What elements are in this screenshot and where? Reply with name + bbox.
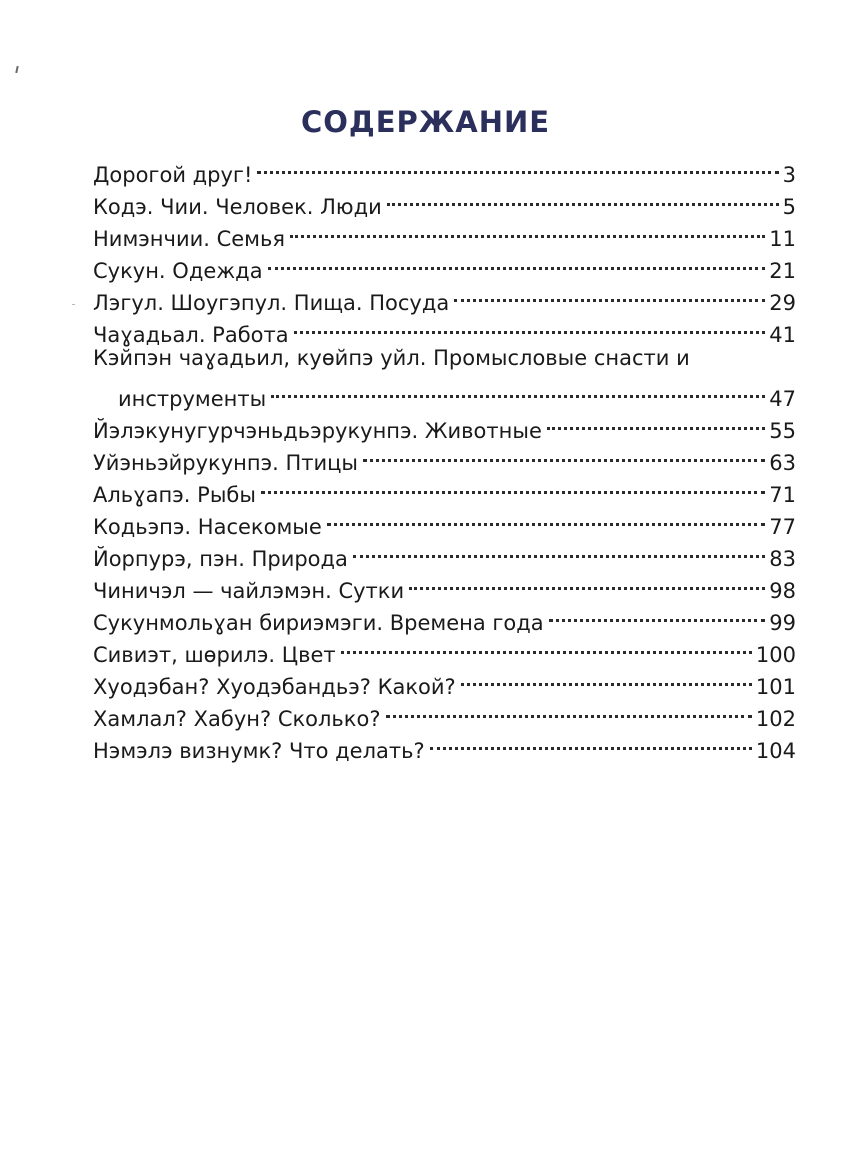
toc-entry-title: Хамлал? Хабун? Сколько? [93, 707, 381, 731]
toc-entry [93, 150, 796, 187]
page-title: СОДЕРЖАНИЕ [300, 105, 551, 140]
toc-entry [93, 342, 796, 374]
toc-entry-title: Йорпурэ, пэн. Природа [93, 547, 348, 571]
toc-entry-page: 102 [755, 707, 796, 731]
dot-leader [290, 214, 765, 246]
toc-entry-page: 98 [769, 579, 796, 603]
toc-entry-page: 41 [769, 323, 796, 347]
toc-entry-title: Уйэньэйрукунпэ. Птицы [93, 451, 359, 475]
toc-entry-title: Чиничэл — чайлэмэн. Сутки [93, 579, 405, 603]
toc-entry-page: 63 [769, 451, 796, 475]
toc-entry-title: Сукунмольɣан бириэмэги. Времена года [93, 611, 544, 635]
dot-leader [341, 630, 752, 662]
toc-entry-title: Лэгул. Шоугэпул. Пища. Посуда [93, 291, 450, 315]
toc-entry-page: 11 [769, 227, 796, 251]
toc-entry-title: Йэлэкунугурчэньдьэрукунпэ. Животные [93, 419, 542, 443]
dot-leader [547, 406, 765, 438]
toc-entry-page: 55 [769, 419, 796, 443]
toc-entry-page: 100 [755, 643, 796, 667]
dot-leader [353, 534, 765, 566]
dot-leader [327, 502, 765, 534]
toc-entry-title: Кэйпэн чаɣадьил, куөйпэ уйл. Промысловые снасти и [93, 346, 690, 370]
toc-entry-title: Альɣапэ. Рыбы [93, 483, 256, 507]
toc-entry-title: Сивиэт, шөрилэ. Цвет [93, 643, 336, 667]
toc-entry-title-continued: инструменты [118, 387, 267, 411]
table-of-contents [93, 150, 796, 763]
toc-entry-title: Чаɣадьал. Работа [93, 323, 289, 347]
toc-entry-title: Дорогой друг! [93, 163, 253, 187]
dot-leader [268, 246, 766, 278]
dot-leader [409, 566, 765, 598]
dot-leader [271, 374, 765, 406]
dot-leader [294, 310, 766, 342]
toc-entry-title: Сукун. Одежда [93, 259, 263, 283]
toc-entry-title: Кодьэпэ. Насекомые [93, 515, 322, 539]
dot-leader [549, 598, 766, 630]
dot-leader [387, 182, 779, 214]
toc-entry-page: 77 [769, 515, 796, 539]
toc-entry-page: 5 [782, 195, 796, 219]
page-mark [15, 66, 18, 73]
dot-leader [257, 150, 778, 182]
toc-entry-page: 47 [769, 387, 796, 411]
toc-entry-title: Кодэ. Чии. Человек. Люди [93, 195, 382, 219]
dot-leader [454, 278, 765, 310]
toc-entry-page: 21 [769, 259, 796, 283]
dot-leader [363, 438, 765, 470]
dot-leader [461, 662, 752, 694]
page-speck [72, 304, 75, 305]
toc-entry-page: 29 [769, 291, 796, 315]
toc-entry-page: 83 [769, 547, 796, 571]
toc-entry-continuation [93, 374, 796, 411]
toc-entry-page: 101 [755, 675, 796, 699]
toc-entry-title: Хуодэбан? Хуодэбандьэ? Какой? [93, 675, 456, 699]
toc-entry-page: 71 [769, 483, 796, 507]
toc-entry-title: Нимэнчии. Семья [93, 227, 286, 251]
dot-leader [261, 470, 765, 502]
toc-entry-page: 3 [782, 163, 796, 187]
toc-entry-page: 99 [769, 611, 796, 635]
toc-entry-title: Нэмэлэ визнумк? Что делать? [93, 739, 425, 763]
toc-entry-page: 104 [755, 739, 796, 763]
dot-leader [386, 694, 752, 726]
dot-leader [430, 726, 752, 758]
